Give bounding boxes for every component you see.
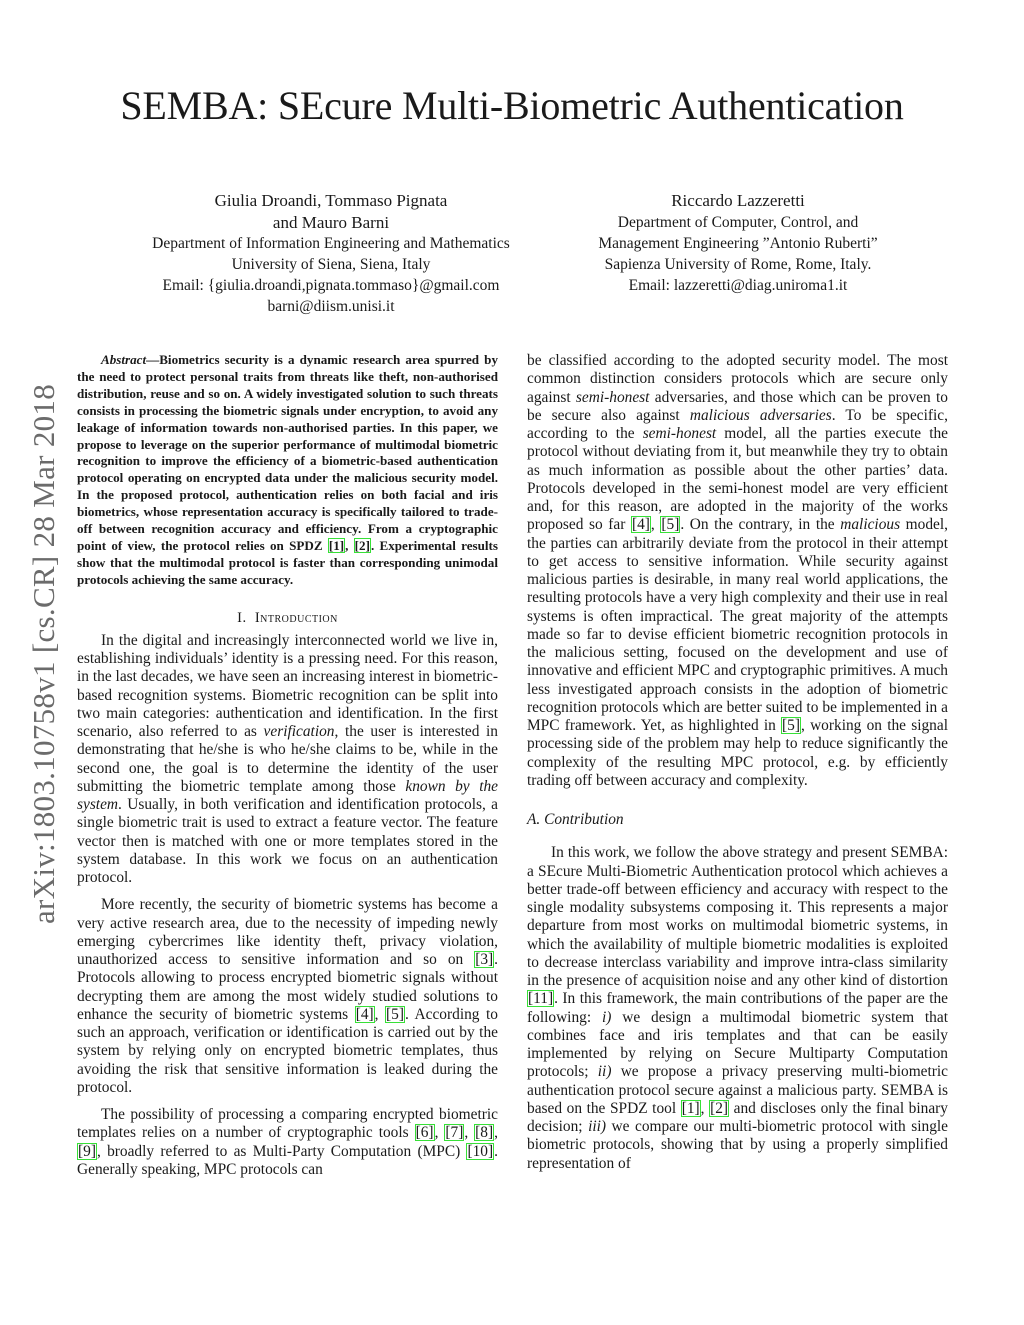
paragraph-text: and discloses only the final binary decision;: [527, 1099, 948, 1135]
citation-link[interactable]: [7]: [445, 1124, 464, 1142]
citation-link[interactable]: [10]: [467, 1142, 494, 1160]
citation-link[interactable]: [9]: [78, 1142, 96, 1160]
emphasis-text: semi-honest: [642, 425, 717, 442]
citation-separator: ,: [464, 1124, 475, 1142]
paragraph-text: . Generally speaking, MPC protocols can: [77, 1142, 498, 1178]
author-university: University of Siena, Siena, Italy: [231, 256, 431, 273]
author-department-line1: Department of Computer, Control, and: [617, 213, 859, 231]
emphasis-text: verification: [263, 723, 335, 741]
abstract: [77, 352, 498, 589]
author-names-line1: Giulia Droandi, Tommaso Pignata: [214, 191, 448, 210]
abstract-label: Abstract: [101, 352, 147, 367]
citation-link[interactable]: [4]: [631, 516, 650, 534]
list-marker: ii): [597, 1063, 612, 1081]
citation-link[interactable]: [2]: [354, 537, 370, 553]
citation-link[interactable]: [2]: [710, 1099, 729, 1117]
emphasis-text: malicious adversaries: [689, 406, 832, 424]
author-email: Email: lazzeretti@diag.uniroma1.it: [628, 276, 848, 294]
arxiv-stamp: arXiv:1803.10758v1 [cs.CR] 28 Mar 2018: [26, 383, 61, 925]
author-names-line2: and Mauro Barni: [272, 212, 390, 232]
abstract-dash: —: [146, 352, 160, 367]
author-block-left: [104, 190, 558, 317]
paragraph-text: we compare our multi-biometric protocol with single biometric protocols, showing that by using a properly simplified representation of: [527, 1118, 949, 1172]
subsection-heading-contribution: A. Contribution: [527, 811, 624, 828]
citation-link[interactable]: [3]: [475, 951, 494, 969]
citation-link[interactable]: [5]: [386, 1005, 404, 1023]
citation-link[interactable]: [1]: [681, 1099, 700, 1117]
citation-link[interactable]: [6]: [415, 1124, 434, 1142]
citation-link[interactable]: [1]: [328, 537, 345, 553]
author-email: Email: {giulia.droandi,pignata.tommaso}@gmail.com: [162, 277, 500, 294]
citation-separator: ,: [434, 1124, 445, 1142]
paragraph-text: adversaries, and those which can be proven to be secure also against: [527, 388, 948, 424]
right-paragraph-1: [527, 352, 948, 790]
citation-separator: ,: [700, 1099, 710, 1117]
list-marker: i): [601, 1008, 612, 1026]
citation-link[interactable]: [5]: [782, 717, 800, 734]
citation-link[interactable]: [11]: [528, 990, 554, 1008]
citation-separator: ,: [650, 516, 661, 534]
citation-separator: ,: [345, 537, 354, 553]
left-column: [77, 352, 498, 1179]
paragraph-text: In this work, we follow the above strategy and present SEMBA: a SEcure Multi-Biometric Authentication protocol which achieves a better trade-off between efficiency and accuracy with respect to the single modality subsystems composing it. This represents a major departure from most works on multimodal biometric systems, in which the availability of multiple biometric modalities is exploited to decrease interclass variability and improve intra-class similarity in the presence of acquisition noise and any other kind of distortion: [527, 844, 948, 989]
intro-paragraph-1: [77, 632, 498, 888]
right-column: [527, 352, 948, 1173]
paragraph-text: model, all the parties execute the protocol without deviating from it, but meanwhile they try to obtain as much information as possible about the other parties’ data. Protocols developed in the semi-honest model are very efficient and, for this reason, are adopted in the majority of the works proposed so far: [527, 425, 948, 534]
paragraph-text: we design a multimodal biometric system that combines face and iris templates and that can be easily implemented by relying on Secure Multiparty Computation protocols;: [527, 1008, 948, 1081]
list-marker: iii): [588, 1118, 607, 1135]
intro-paragraph-3: [77, 1106, 498, 1179]
author-department: Department of Information Engineering and Mathematics: [152, 235, 510, 252]
paragraph-text: model, the parties can arbitrarily deviate from the protocol in their attempt to get access to sensitive information. While security against malicious parties is desirable, in many real world applications, the resulting protocols have a very high complexity and their use in real systems is often impractical. The great majority of the attempts made so far to devise efficient biometric recognition protocols in the malicious setting, focused on the development and use of innovative and efficient MPC and cryptographic primitives. A much less investigated approach consists in the adoption of biometric recognition protocols which are better suited to be implemented in a MPC framework. Yet, as highlighted in: [527, 516, 949, 734]
paragraph-text: . Protocols allowing to process encrypted biometric signals without decrypting them are among the most widely studied solutions to enhance the security of biometric systems: [77, 951, 498, 1023]
citation-link[interactable]: [5]: [661, 516, 680, 534]
paper-title: SEMBA: SEcure Multi-Biometric Authentication: [120, 83, 904, 128]
abstract-text: Biometrics security is a dynamic research area spurred by the need to protect personal traits from threats like theft, non-authorised distribution, reuse and so on. A widely investigated solution to such threats consists in processing the biometric signals under encryption, to avoid any leakage of information towards non-authorised parties. In this paper, we propose to leverage on the superior performance of multimodal biometric recognition to improve the efficiency of a biometric-based authentication protocol operating on encrypted data under the malicious security model. In the proposed protocol, authentication relies on both facial and iris biometrics, whose representation accuracy is specifically tailored to trade-off between recognition accuracy and efficiency. From a cryptographic point of view, the protocol relies on SPDZ: [77, 352, 498, 553]
author-block-right: [568, 190, 908, 296]
section-numeral: I.: [237, 609, 247, 626]
citation-link[interactable]: [8]: [475, 1124, 494, 1142]
paragraph-text: The possibility of processing a comparing encrypted biometric templates relies on a number of cryptographic tools: [77, 1106, 498, 1142]
paragraph-text: In the digital and increasingly interconnected world we live in, establishing individuals’ identity is a pressing need. For this reason, in the last decades, we have seen an increasing interest in biometric-based recognition systems. Biometric recognition can be split into two main categories: authentication and identification. In the first scenario, also referred to as: [77, 631, 498, 741]
paragraph-text: , broadly referred to as Multi-Party Computation (MPC): [96, 1142, 467, 1160]
intro-paragraph-2: [77, 896, 498, 1097]
contribution-paragraph: [527, 844, 948, 1173]
paragraph-text: be classified according to the adopted security model. The most common distinction considers protocols which are secure only against: [527, 352, 948, 406]
paragraph-text: . To be specific, according to the: [527, 406, 948, 442]
paragraph-text: . In this framework, the main contributions of the paper are the following:: [527, 990, 948, 1026]
emphasis-text: known by the system: [77, 777, 498, 814]
paragraph-text: . Usually, in both verification and identification protocols, a single biometric trait is used to extract a feature vector. The feature vector then is matched with one or more templates stored in the system database. In this work we focus on an authentication protocol.: [77, 796, 498, 887]
section-title: Introduction: [254, 609, 338, 626]
paragraph-text: . On the contrary, in the: [680, 516, 841, 534]
abstract-text: . Experimental results show that the multimodal protocol is faster than corresponding unimodal protocols achieving the same accuracy.: [77, 537, 498, 587]
author-university: Sapienza University of Rome, Rome, Italy.: [604, 255, 872, 273]
author-department-line2: Management Engineering ”Antonio Ruberti”: [598, 234, 878, 252]
section-heading-introduction: [77, 609, 498, 627]
citation-link[interactable]: [4]: [355, 1005, 374, 1023]
paragraph-text: . According to such an approach, verification or identification is carried out by the system by relying only on encrypted biometric templates, thus avoiding the risk that sensitive information is leaked during the protocol.: [77, 1005, 499, 1096]
emphasis-text: malicious: [840, 516, 901, 534]
paragraph-text: we propose a privacy preserving multi-biometric authentication protocol secure against a malicious party. SEMBA is based on the SPDZ tool: [527, 1063, 949, 1117]
emphasis-text: semi-honest: [575, 388, 650, 406]
paragraph-text: , working on the signal processing side of the problem may help to reduce significantly the complexity of the resulting MPC protocol, e.g. by efficiently trading off between accuracy and complexity.: [527, 717, 948, 789]
paragraph-text: , the user is interested in demonstrating that he/she is who he/she claims to be, while in the second one, the goal is to determine the identity of the user submitting the biometric template among those: [77, 723, 498, 795]
author-email-2: barni@diism.unisi.it: [267, 298, 395, 315]
citation-separator: ,: [374, 1005, 386, 1023]
paragraph-text: More recently, the security of biometric systems has become a very active research area, due to the necessity of impeding newly emerging cybercrimes like identity theft, privacy violation, unauthorized access to sensitive information and so on: [77, 896, 498, 969]
author-name: Riccardo Lazzeretti: [671, 191, 805, 210]
citation-separator: ,: [494, 1124, 498, 1142]
